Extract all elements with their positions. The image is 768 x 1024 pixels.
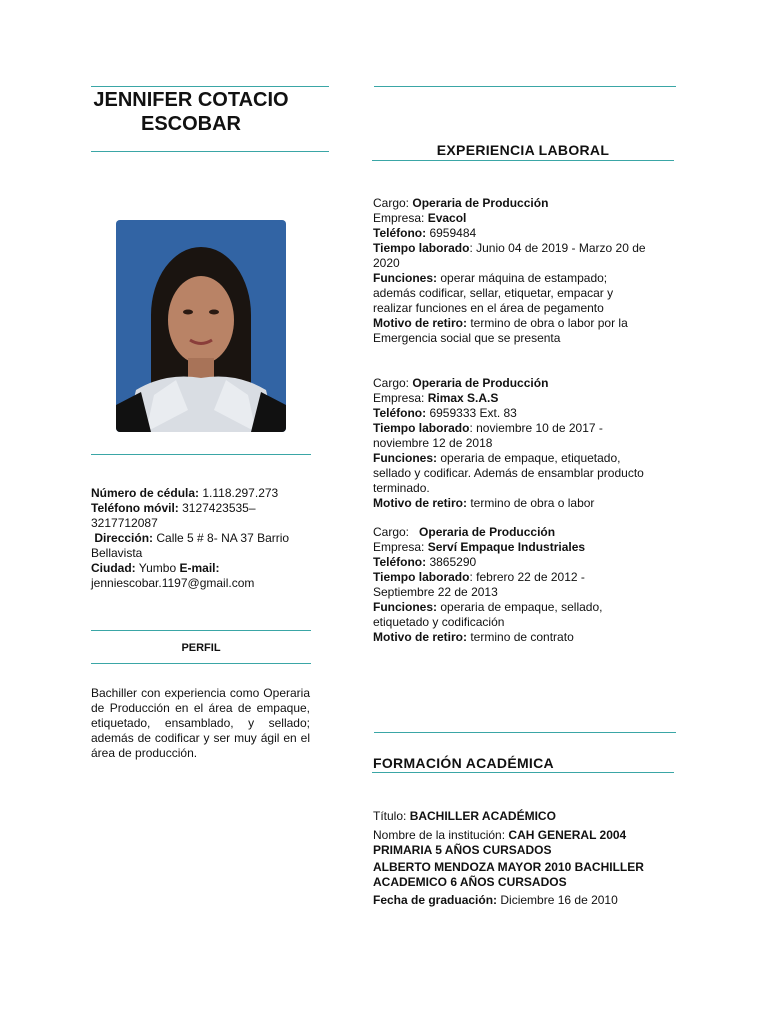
empresa-value: Rimax S.A.S xyxy=(427,391,499,405)
empresa-value: Evacol xyxy=(427,211,467,225)
divider xyxy=(91,454,311,455)
movil-value-2: 3217712087 xyxy=(91,516,158,530)
divider xyxy=(374,732,676,733)
institucion-line-4: ACADEMICO 6 AÑOS CURSADOS xyxy=(373,875,567,889)
ciudad-value: Yumbo xyxy=(135,561,180,575)
contact-info xyxy=(91,486,321,591)
telefono-value: 3865290 xyxy=(426,555,477,569)
cedula-label: Número de cédula: xyxy=(91,486,200,500)
direccion-label: Dirección: xyxy=(94,531,154,545)
profile-photo xyxy=(116,220,286,432)
empresa-label: Empresa: xyxy=(373,391,428,405)
divider xyxy=(91,663,311,664)
job-entry-2 xyxy=(373,376,673,511)
funciones-value-2: además codificar, sellar, etiquetar, empacar y xyxy=(373,286,614,300)
motivo-label: Motivo de retiro: xyxy=(373,496,468,510)
titulo-label: Título: xyxy=(373,809,410,823)
funciones-value: operar máquina de estampado; xyxy=(437,271,608,285)
tiempo-value: : febrero 22 de 2012 - xyxy=(469,570,585,584)
formacion-entry xyxy=(373,809,683,908)
funciones-value-3: terminado. xyxy=(373,481,430,495)
tiempo-label: Tiempo laborado xyxy=(373,241,470,255)
email-label: E-mail: xyxy=(179,561,220,575)
experiencia-title: EXPERIENCIA LABORAL xyxy=(436,142,610,158)
fecha-value: Diciembre 16 de 2010 xyxy=(497,893,618,907)
divider xyxy=(91,151,329,152)
telefono-label: Teléfono: xyxy=(373,226,427,240)
funciones-label: Funciones: xyxy=(373,600,438,614)
cargo-label: Cargo: xyxy=(373,376,413,390)
empresa-label: Empresa: xyxy=(373,211,428,225)
divider xyxy=(374,86,676,87)
telefono-label: Teléfono: xyxy=(373,555,427,569)
divider xyxy=(91,86,329,87)
formacion-title: FORMACIÓN ACADÉMICA xyxy=(373,755,554,771)
cargo-label: Cargo: xyxy=(373,525,420,539)
page-title xyxy=(80,88,302,136)
perfil-title: PERFIL xyxy=(181,642,221,654)
titulo-value: BACHILLER ACADÉMICO xyxy=(409,809,556,823)
telefono-label: Teléfono: xyxy=(373,406,427,420)
email-value: jenniescobar.1197@gmail.com xyxy=(91,576,255,590)
institucion-line-3: ALBERTO MENDOZA MAYOR 2010 BACHILLER xyxy=(373,860,644,874)
motivo-label: Motivo de retiro: xyxy=(373,630,468,644)
tiempo-value: : Junio 04 de 2019 - Marzo 20 de xyxy=(469,241,646,255)
job-entry-1 xyxy=(373,196,673,346)
funciones-label: Funciones: xyxy=(373,451,438,465)
cargo-value: Operaria de Producción xyxy=(419,525,556,539)
tiempo-value-2: noviembre 12 de 2018 xyxy=(373,436,493,450)
tiempo-label: Tiempo laborado xyxy=(373,421,470,435)
tiempo-value: : noviembre 10 de 2017 - xyxy=(469,421,603,435)
telefono-value: 6959333 Ext. 83 xyxy=(426,406,517,420)
motivo-value: termino de contrato xyxy=(467,630,574,644)
tiempo-label: Tiempo laborado xyxy=(373,570,470,584)
job-entry-3 xyxy=(373,525,673,645)
institucion-value: CAH GENERAL 2004 xyxy=(508,828,627,842)
ciudad-label: Ciudad: xyxy=(91,561,136,575)
divider xyxy=(91,630,311,631)
empresa-label: Empresa: xyxy=(373,540,428,554)
institucion-label: Nombre de la institución: xyxy=(373,828,509,842)
motivo-value: termino de obra o labor xyxy=(467,496,595,510)
funciones-value-2: etiquetado y codificación xyxy=(373,615,505,629)
divider xyxy=(372,772,674,773)
direccion-value: Calle 5 # 8- NA 37 Barrio xyxy=(153,531,290,545)
cargo-value: Operaria de Producción xyxy=(412,196,549,210)
movil-label: Teléfono móvil: xyxy=(91,501,179,515)
motivo-value: termino de obra o labor por la xyxy=(467,316,628,330)
funciones-value: operaria de empaque, etiquetado, xyxy=(437,451,621,465)
name-line-1: JENNIFER COTACIO xyxy=(93,89,289,111)
cedula-value: 1.118.297.273 xyxy=(199,486,279,500)
cargo-value: Operaria de Producción xyxy=(412,376,549,390)
tiempo-value-2: Septiembre 22 de 2013 xyxy=(373,585,498,599)
funciones-label: Funciones: xyxy=(373,271,438,285)
cargo-label: Cargo: xyxy=(373,196,413,210)
fecha-label: Fecha de graduación: xyxy=(373,893,498,907)
funciones-value: operaria de empaque, sellado, xyxy=(437,600,603,614)
tiempo-value-2: 2020 xyxy=(373,256,400,270)
institucion-line-2: PRIMARIA 5 AÑOS CURSADOS xyxy=(373,843,552,857)
direccion-value-2: Bellavista xyxy=(91,546,143,560)
telefono-value: 6959484 xyxy=(426,226,477,240)
movil-value: 3127423535– xyxy=(178,501,256,515)
motivo-value-2: Emergencia social que se presenta xyxy=(373,331,561,345)
name-line-2: ESCOBAR xyxy=(140,113,241,135)
divider xyxy=(372,160,674,161)
perfil-text: Bachiller con experiencia como Operaria de Producción en el área de empaque, etiquetado, ensamblado, y sellado; además de codificar y ser muy ágil en el área de producción. xyxy=(91,686,310,760)
empresa-value: Serví Empaque Industriales xyxy=(427,540,586,554)
funciones-value-3: realizar funciones en el área de pegamento xyxy=(373,301,604,315)
motivo-label: Motivo de retiro: xyxy=(373,316,468,330)
funciones-value-2: sellado y codificar. Además de ensamblar producto xyxy=(373,466,644,480)
